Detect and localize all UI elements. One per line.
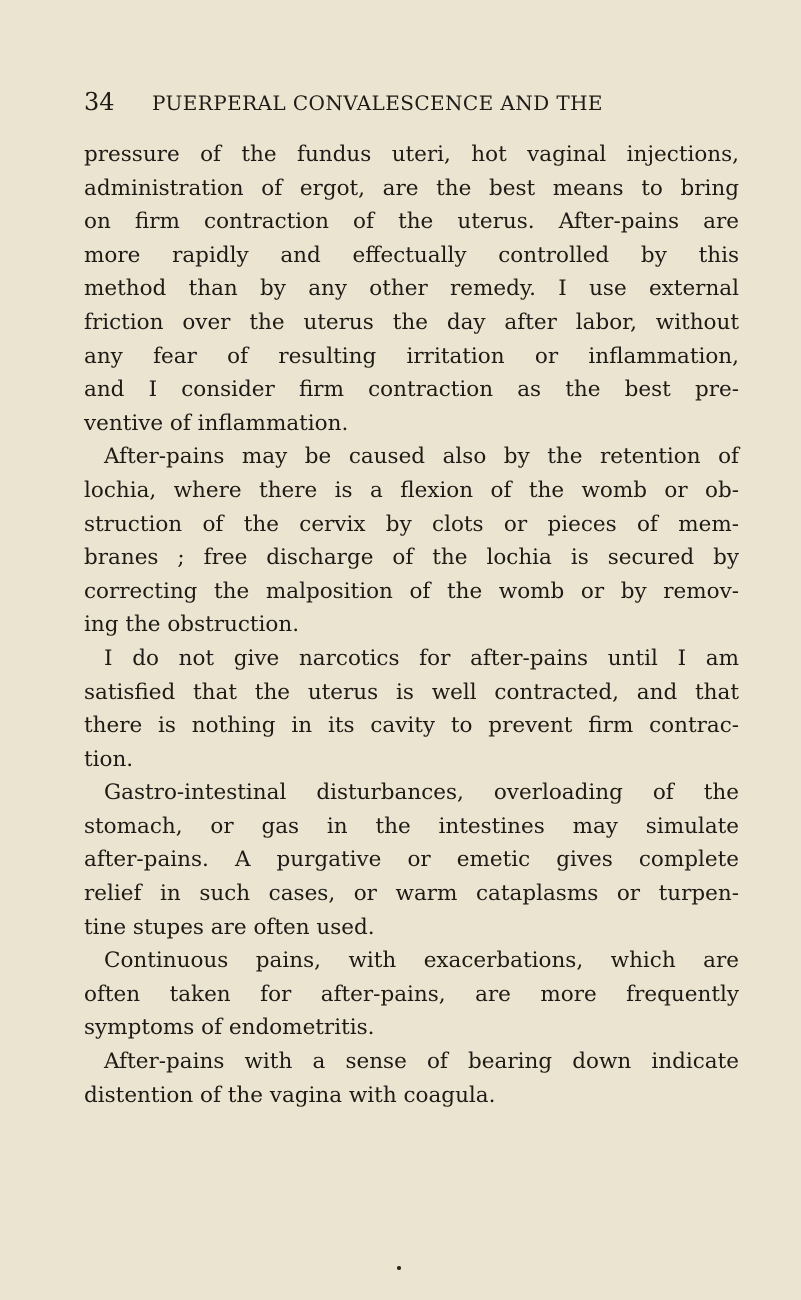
text-line: administration of ergot, are the best means to bring [84, 175, 739, 201]
text-line: I do not give narcotics for after-pains until I am [104, 645, 739, 671]
text-line: friction over the uterus the day after labor, without [84, 309, 739, 335]
text-line: often taken for after-pains, are more frequently [84, 981, 739, 1007]
text-line: branes ; free discharge of the lochia is secured by [84, 545, 739, 571]
text-line: tion. [84, 746, 134, 772]
text-line: there is nothing in its cavity to prevent firm contrac- [84, 713, 739, 739]
text-line: ventive of inflammation. [84, 410, 349, 436]
text-line: method than by any other remedy. I use external [84, 276, 739, 302]
running-title: PUERPERAL CONVALESCENCE AND THE [152, 91, 603, 115]
text-line: distention of the vagina with coagula. [84, 1082, 496, 1108]
text-line: more rapidly and effectually controlled by this [84, 242, 739, 268]
text-line: and I consider firm contraction as the best pre- [84, 377, 739, 403]
text-line: relief in such cases, or warm cataplasms or turpen- [84, 881, 739, 907]
text-line: any fear of resulting irritation or inflammation, [84, 343, 739, 369]
text-line: correcting the malposition of the womb or by remov- [84, 578, 739, 604]
ink-speck [397, 1266, 401, 1270]
text-line: stomach, or gas in the intestines may simulate [84, 813, 739, 839]
running-head [84, 88, 739, 118]
text-line: after-pains. A purgative or emetic gives complete [84, 847, 739, 873]
text-line: symptoms of endometritis. [84, 1015, 375, 1041]
text-line: struction of the cervix by clots or pieces of mem- [84, 511, 739, 537]
text-line: Gastro-intestinal disturbances, overloading of the [104, 780, 739, 806]
body-text [84, 138, 739, 1112]
text-line: Continuous pains, with exacerbations, which are [104, 948, 739, 974]
text-line: After-pains with a sense of bearing down indicate [104, 1049, 739, 1075]
page-number: 34 [84, 88, 115, 116]
text-line: ing the obstruction. [84, 612, 300, 638]
text-line: satisfied that the uterus is well contracted, and that [84, 679, 739, 705]
text-line: After-pains may be caused also by the retention of [104, 444, 739, 470]
text-line: on firm contraction of the uterus. After-pains are [84, 209, 739, 235]
text-line: pressure of the fundus uteri, hot vaginal injections, [84, 142, 739, 167]
text-line: tine stupes are often used. [84, 914, 375, 940]
text-line: lochia, where there is a flexion of the womb or ob- [84, 477, 739, 503]
